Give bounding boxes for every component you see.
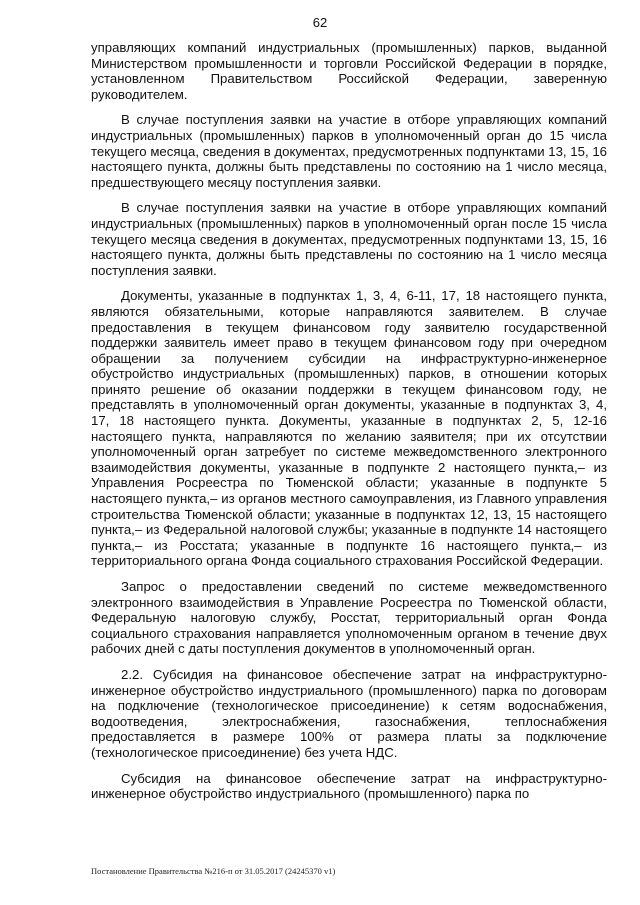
page-number: 62 — [312, 15, 328, 30]
paragraph-7: Субсидия на финансовое обеспечение затрат на инфраструктурно-инженерное обустройство индустриального (промышленного) парка по — [91, 770, 607, 802]
paragraph-5: Запрос о предоставлении сведений по системе межведомственного электронного взаимодействия в Управление Росреестра по Тюменской области, Федеральную налоговую службу, Росстат, территориальный орган Фонда социального страхования направляется уполномоченным органом в течение двух рабочих дней с даты поступления документов в уполномоченный орган. — [91, 579, 607, 657]
paragraph-4: Документы, указанные в подпунктах 1, 3, 4, 6-11, 17, 18 настоящего пункта, являются обязательными, которые направляются заявителем. В случае предоставления в текущем финансовом году заявителю государственной поддержки заявитель имеет право в текущем финансовом году при очередном обращении за получением субсидии на инфраструктурно-инженерное обустройство индустриальных (промышленных) парков, в отношении которых принято решение об оказании поддержки в текущем финансовом году, не представлять в уполномоченный орган документы, указанные в подпунктах 3, 4, 17, 18 настоящего пункта. Документы, указанные в подпунктах 2, 5, 12-16 настоящего пункта, направляются по желанию заявителя; при их отсутствии уполномоченный орган затребует по системе межведомственного электронного взаимодействия документы, указанные в подпункте 2 настоящего пункта,– из Управления Росреестра по Тюменской области; указанные в подпункте 5 настоящего пункта,– из органов местного самоуправления, из Главного управления строительства Тюменской области; указанные в подпунктах 12, 13, 15 настоящего пункта,– из Федеральной налоговой службы; указанные в подпункте 14 настоящего пункта,– из Росстата; указанные в подпункте 16 настоящего пункта,– из территориального органа Фонда социального страхования Российской Федерации. — [91, 288, 607, 569]
document-footer: Постановление Правительства №216-п от 31.05.2017 (24245370 v1) — [91, 866, 336, 876]
paragraph-2: В случае поступления заявки на участие в отборе управляющих компаний индустриальных (промышленных) парков в уполномоченный орган до 15 числа текущего месяца, сведения в документах, предусмотренных подпунктами 13, 15, 16 настоящего пункта, должны быть представлены по состоянию на 1 число месяца, предшествующего месяцу поступления заявки. — [91, 112, 607, 190]
paragraph-1: управляющих компаний индустриальных (промышленных) парков, выданной Министерством промышленности и торговли Российской Федерации в порядке, установленном Правительством Российской Федерации, заверенную руководителем. — [91, 40, 607, 102]
paragraph-6: 2.2. Субсидия на финансовое обеспечение затрат на инфраструктурно-инженерное обустройство индустриального (промышленного) парка по договорам на подключение (технологическое присоединение) к сетям водоснабжения, водоотведения, электроснабжения, газоснабжения, теплоснабжения предоставляется в размере 100% от размера платы за подключение (технологическое присоединение) без учета НДС. — [91, 666, 607, 760]
paragraph-3: В случае поступления заявки на участие в отборе управляющих компаний индустриальных (промышленных) парков в уполномоченный орган после 15 числа текущего месяца сведения в документах, предусмотренных подпунктами 13, 15, 16 настоящего пункта, должны быть представлены по состоянию на 1 число месяца поступления заявки. — [91, 200, 607, 278]
document-body — [91, 40, 607, 812]
